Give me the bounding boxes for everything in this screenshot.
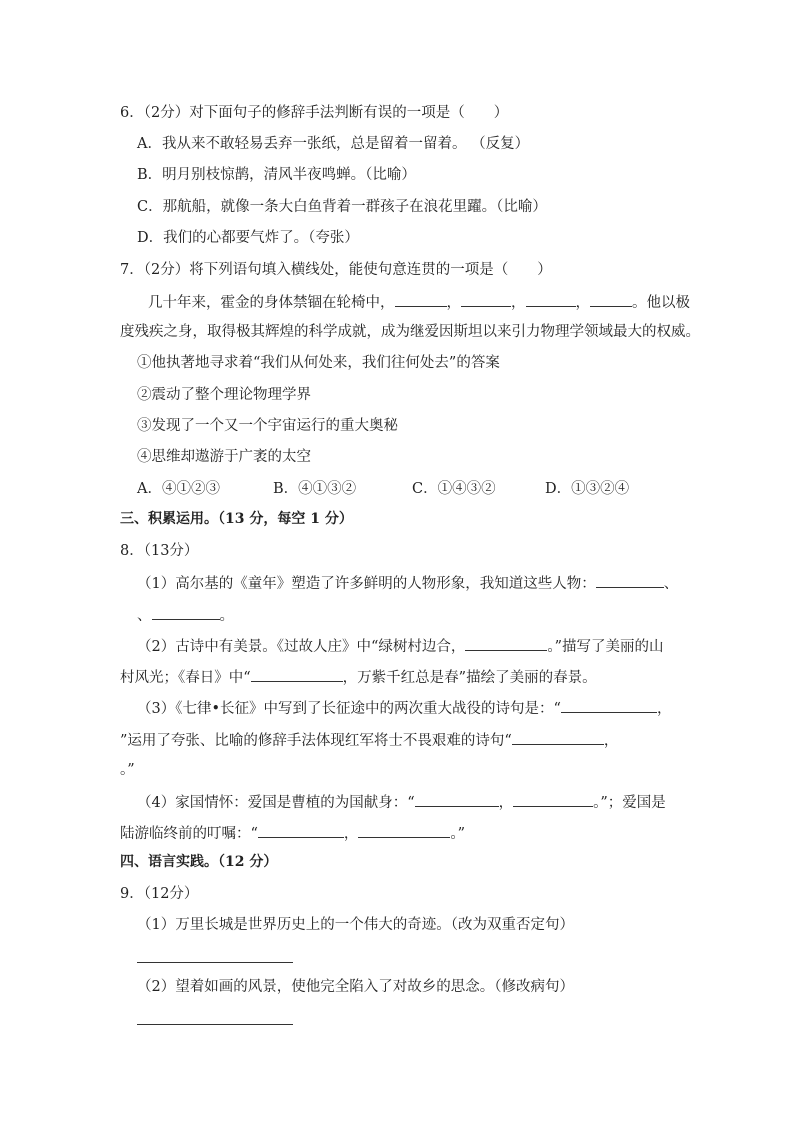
q6-option-d: D．我们的心都要气炸了。（夸张） xyxy=(137,230,359,246)
q7-passage-line2: 度残疾之身，取得极其辉煌的科学成就，成为继爱因斯坦以来引力物理学领域最大的权威。 xyxy=(120,324,700,340)
q8-blank-battle-1[interactable] xyxy=(561,698,657,713)
q9-answer-line-1[interactable] xyxy=(137,962,293,963)
q7-passage-line1: 几十年来，霍金的身体禁锢在轮椅中， ， ， ， 。他以极 xyxy=(148,292,690,312)
q9-part2: （2）望着如画的风景，使他完全陷入了对故乡的思念。（修改病句） xyxy=(137,979,574,995)
q9-answer-line-2[interactable] xyxy=(137,1024,293,1025)
q7-item-2: ②震动了整个理论物理学界 xyxy=(137,387,311,403)
q8-stem: 8．（13分） xyxy=(120,543,199,559)
q8-part4-line1: （4）家国情怀：爱国是曹植的为国献身：“ ， 。”；爱国是 xyxy=(137,792,666,812)
q8-blank-patriot-3[interactable] xyxy=(258,823,344,838)
q8-blank-poem-1[interactable] xyxy=(465,636,547,651)
q8-blank-battle-2[interactable] xyxy=(512,730,604,745)
q7-choice-a: A．④①②③ xyxy=(137,481,220,497)
q7-stem: 7．（2分）将下列语句填入横线处，能使句意连贯的一项是（ ） xyxy=(120,262,552,278)
q8-part1-line1: （1）高尔基的《童年》塑造了许多鲜明的人物形象，我知道这些人物： 、 xyxy=(137,573,678,593)
q9-part1: （1）万里长城是世界历史上的一个伟大的奇迹。（改为双重否定句） xyxy=(137,917,574,933)
q7-choice-b: B．④①③② xyxy=(273,481,357,497)
section-4-heading: 四、语言实践。（12 分） xyxy=(120,854,278,870)
q8-blank-patriot-2[interactable] xyxy=(513,792,593,807)
q8-part3-line3: 。” xyxy=(120,762,135,778)
q8-blank-patriot-1[interactable] xyxy=(415,792,499,807)
q7-choice-d: D．①③②④ xyxy=(545,481,630,497)
q6-option-c: C．那航船，就像一条大白鱼背着一群孩子在浪花里躍。（比喻） xyxy=(137,199,547,215)
q6-option-a: A．我从来不敢轻易丢弃一张纸，总是留着一留着。 （反复） xyxy=(137,136,530,152)
q8-part2-line1: （2）古诗中有美景。《过故人庄》中“绿树村边合， 。”描写了美丽的山 xyxy=(137,636,664,656)
q9-stem: 9．（12分） xyxy=(120,886,199,902)
q8-blank-character-3[interactable] xyxy=(152,605,220,620)
section-3-heading: 三、积累运用。（13 分，每空 1 分） xyxy=(120,511,353,527)
q7-blank-3[interactable] xyxy=(526,292,576,307)
q8-blank-character-1[interactable] xyxy=(596,573,664,588)
q8-blank-patriot-4[interactable] xyxy=(358,823,450,838)
q8-part2-line2: 村风光；《春日》中“ ，万紫千红总是春”描绘了美丽的春景。 xyxy=(120,667,597,687)
q8-part3-line1: （3）《七律•长征》中写到了长征途中的两次重大战役的诗句是：“ ， xyxy=(137,698,671,718)
q7-blank-4[interactable] xyxy=(590,292,632,307)
q6-option-b: B．明月别枝惊鹊，清风半夜鸣蝉。（比喻） xyxy=(137,167,416,183)
q6-stem: 6．（2分）对下面句子的修辞手法判断有误的一项是（ ） xyxy=(120,105,509,121)
q7-blank-1[interactable] xyxy=(395,292,447,307)
q7-choice-c: C．①④③② xyxy=(412,481,496,497)
q8-blank-poem-2[interactable] xyxy=(251,667,343,682)
q7-item-4: ④思维却遨游于广袤的太空 xyxy=(137,449,311,465)
q7-blank-2[interactable] xyxy=(461,292,511,307)
q7-item-3: ③发现了一个又一个宇宙运行的重大奥秘 xyxy=(137,418,398,434)
q8-part4-line2: 陆游临终前的叮嘱：“ ， 。” xyxy=(120,823,465,843)
q7-item-1: ①他执著地寻求着“我们从何处来，我们往何处去”的答案 xyxy=(137,355,500,371)
q8-part1-line2: 、 。 xyxy=(137,605,234,625)
q8-part3-line2: ”运用了夸张、比喻的修辞手法体现红军将士不畏艰难的诗句“ ， xyxy=(120,730,618,750)
